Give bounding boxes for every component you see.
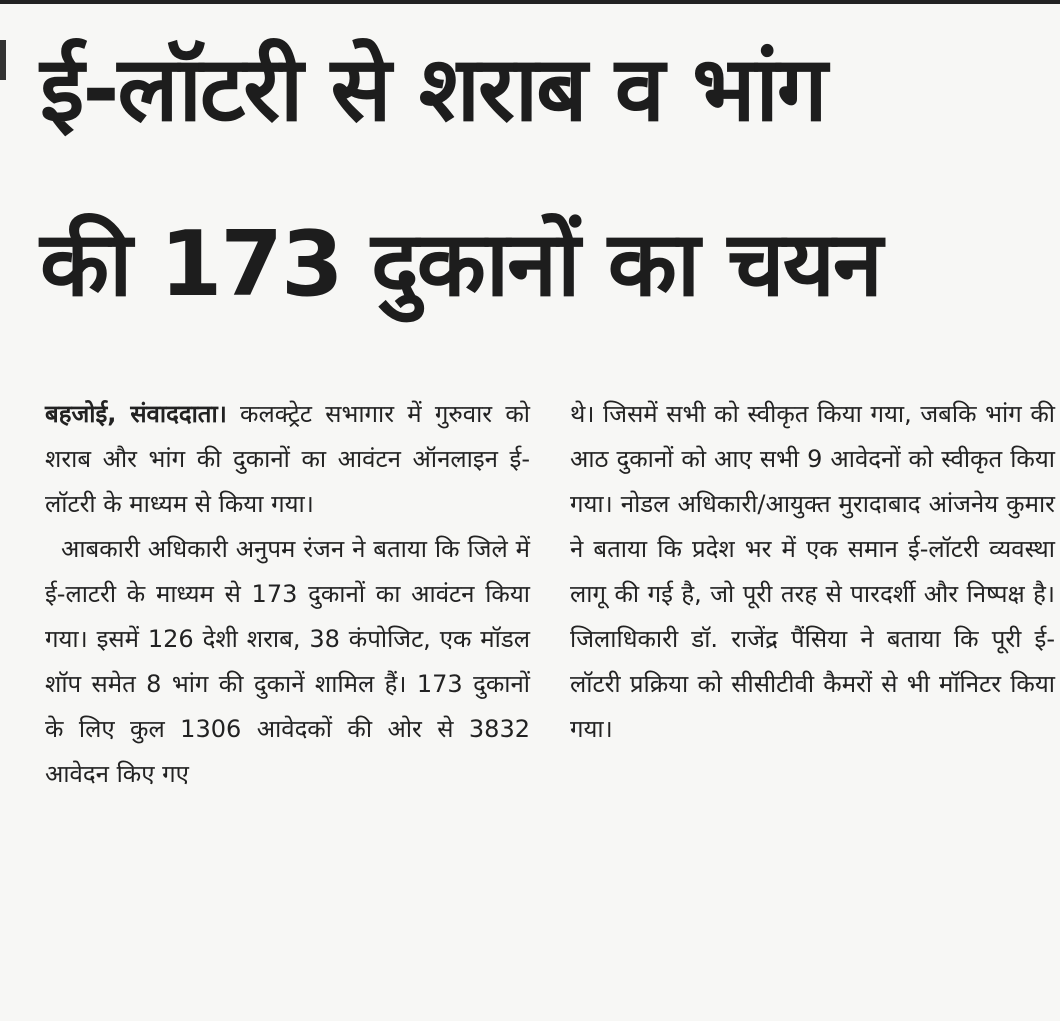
article-column-right — [570, 392, 1055, 752]
article-column-left — [45, 392, 530, 797]
headline-line-2: की 173 दुकानों का चयन — [40, 212, 881, 317]
top-rule — [0, 0, 1060, 4]
headline-line-1: ई-लॉटरी से शराब व भांग — [40, 37, 826, 142]
article-paragraph-3: थे। जिसमें सभी को स्वीकृत किया गया, जबकि भांग की आठ दुकानों को आए सभी 9 आवेदनों को स्वीकृत किया गया। नोडल अधिकारी/आयुक्त मुरादाबाद आंजनेय कुमार ने बताया कि प्रदेश भर में एक समान ई-लॉटरी व्यवस्था लागू की गई है, जो पूरी तरह से पारदर्शी और निष्पक्ष है। जिलाधिकारी डॉ. राजेंद्र पैंसिया ने बताया कि पूरी ई-लॉटरी प्रक्रिया को सीसीटीवी कैमरों से भी मॉनिटर किया गया। — [570, 400, 1055, 743]
dateline: बहजोई, संवाददाता। — [45, 400, 227, 428]
article-paragraph-2: आबकारी अधिकारी अनुपम रंजन ने बताया कि जिले में ई-लाटरी के माध्यम से 173 दुकानों का आवंटन किया गया। इसमें 126 देशी शराब, 38 कंपोजिट, एक मॉडल शॉप समेत 8 भांग की दुकानें शामिल हैं। 173 दुकानों के लिए कुल 1306 आवेदकों की ओर से 3832 आवेदन किए गए — [45, 535, 530, 788]
paragraph-1-text: कलक्ट्रेट सभागार में गुरुवार को शराब और भांग की दुकानों का आवंटन ऑनलाइन ई-लॉटरी के माध्यम से किया गया। — [45, 400, 530, 518]
page-edge-mark — [0, 40, 6, 80]
article-paragraph-1 — [45, 392, 530, 527]
